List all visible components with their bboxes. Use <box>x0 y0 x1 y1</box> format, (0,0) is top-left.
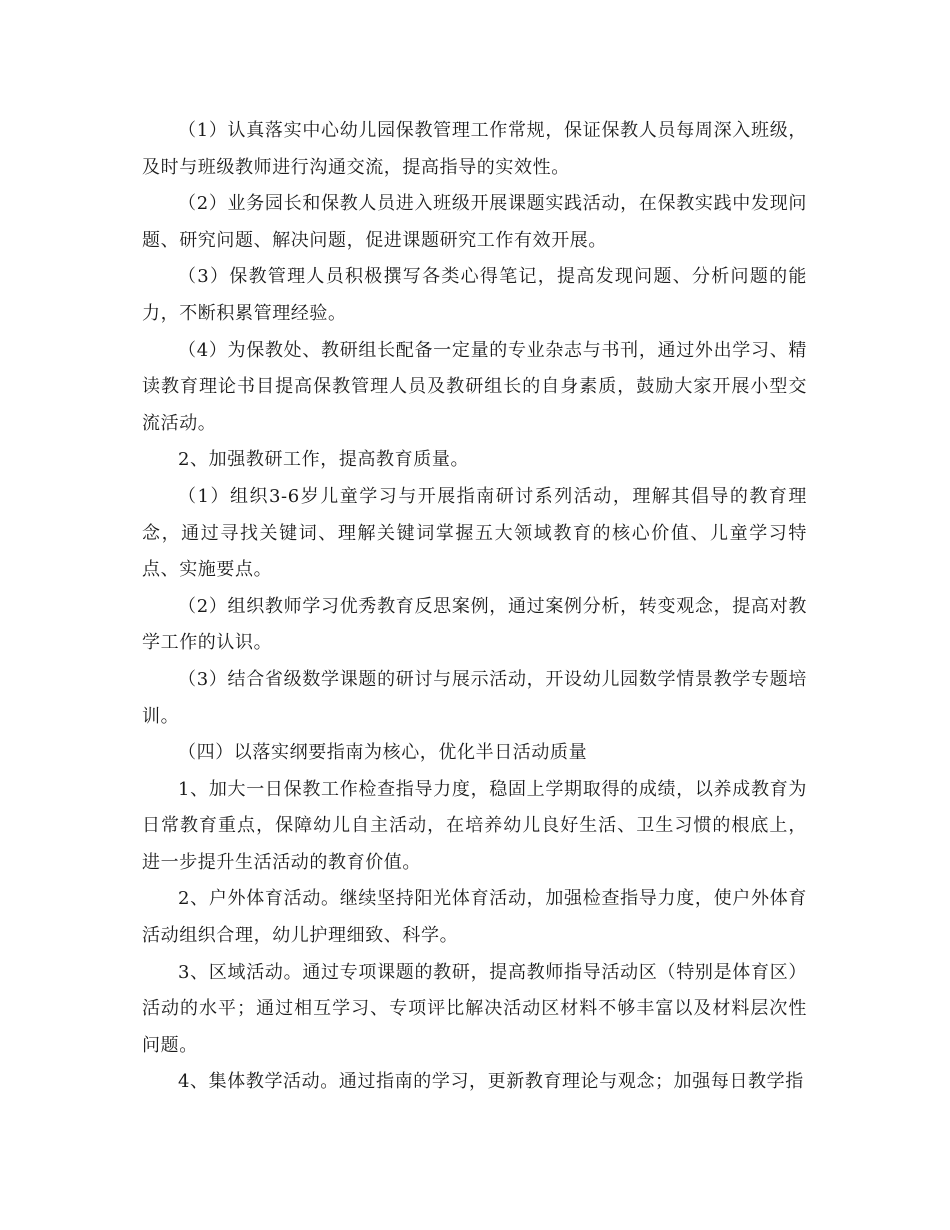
section-heading-2: 2、加强教研工作，提高教育质量。 <box>178 449 470 471</box>
paragraph-10: 3、区域活动。通过专项课题的教研，提高教师指导活动区（特别是体育区）活动的水平；通过相互学习、专项评比解决活动区材料不够丰富以及材料层次性问题。 <box>142 961 807 1056</box>
paragraph-1: （1）认真落实中心幼儿园保教管理工作常规，保证保教人员每周深入班级，及时与班级教师进行沟通交流，提高指导的实效性。 <box>142 120 807 178</box>
document-body <box>142 113 807 1101</box>
paragraph-4: （4）为保教处、教研组长配备一定量的专业杂志与书刊，通过外出学习、精读教育理论书目提高保教管理人员及教研组长的自身素质，鼓励大家开展小型交流活动。 <box>142 339 807 434</box>
section-heading-4: （四）以落实纲要指南为核心，优化半日活动质量 <box>178 742 588 764</box>
paragraph-3: （3）保教管理人员积极撰写各类心得笔记，提高发现问题、分析问题的能力，不断积累管理经验。 <box>142 266 807 324</box>
paragraph-8: 1、加大一日保教工作检查指导力度，稳固上学期取得的成绩，以养成教育为日常教育重点，保障幼儿自主活动，在培养幼儿良好生活、卫生习惯的根底上，进一步提升生活活动的教育价值。 <box>142 778 807 873</box>
paragraph-6: （2）组织教师学习优秀教育反思案例，通过案例分析，转变观念，提高对教学工作的认识。 <box>142 595 807 654</box>
paragraph-5: （1）组织3-6岁儿童学习与开展指南研讨系列活动，理解其倡导的教育理念，通过寻找关键词、理解关键词掌握五大领域教育的核心价值、儿童学习特点、实施要点。 <box>142 485 807 581</box>
paragraph-7: （3）结合省级数学课题的研讨与展示活动，开设幼儿园数学情景教学专题培训。 <box>142 668 807 727</box>
paragraph-11: 4、集体教学活动。通过指南的学习，更新教育理论与观念；加强每日教学指 <box>178 1071 804 1093</box>
paragraph-2: （2）业务园长和保教人员进入班级开展课题实践活动，在保教实践中发现问题、研究问题、解决问题，促进课题研究工作有效开展。 <box>142 193 807 251</box>
paragraph-9: 2、户外体育活动。继续坚持阳光体育活动，加强检查指导力度，使户外体育活动组织合理，幼儿护理细致、科学。 <box>142 888 807 947</box>
